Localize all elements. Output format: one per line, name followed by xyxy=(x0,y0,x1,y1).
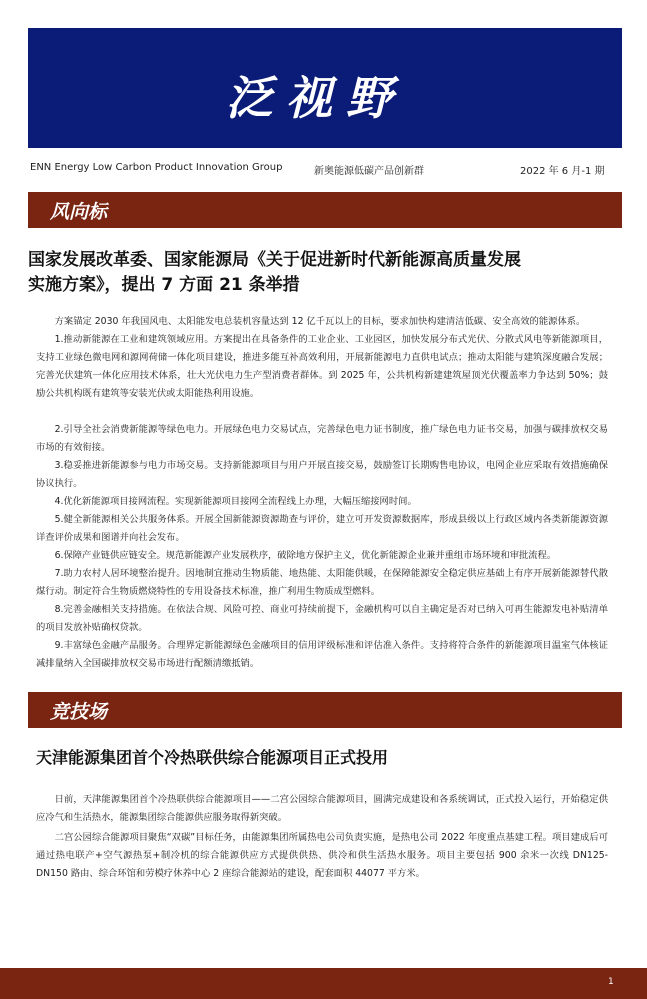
page-number: 1 xyxy=(608,977,614,987)
paragraph: 2.引导全社会消费新能源等绿色电力。开展绿色电力交易试点，完善绿色电力证书制度，推广绿色电力证书交易，加强与碳排放权交易市场的有效衔接。 xyxy=(36,424,608,453)
section-bar-fengxiangbiao xyxy=(28,192,622,228)
group-name-cn: 新奥能源低碳产品创新群 xyxy=(314,166,424,177)
paragraph: 3.稳妥推进新能源参与电力市场交易。支持新能源项目与用户开展直接交易，鼓励签订长期购售电协议，电网企业应采取有效措施确保协议执行。 xyxy=(36,460,608,489)
group-name-en: ENN Energy Low Carbon Product Innovation Group xyxy=(30,162,283,173)
footer-bar xyxy=(0,968,647,999)
paragraph: 4.优化新能源项目接网流程。实现新能源项目接网全流程线上办理，大幅压缩接网时间。 xyxy=(54,496,417,507)
masthead-title: 泛视野 xyxy=(226,71,406,125)
paragraph: 8.完善金融相关支持措施。在依法合规、风险可控、商业可持续前提下，金融机构可以自主确定是否对已纳入可再生能源发电补贴清单的项目发放补贴确权贷款。 xyxy=(36,604,608,633)
paragraph: 二宫公园综合能源项目聚焦“双碳”目标任务，由能源集团所属热电公司负责实施，是热电公司 2022 年度重点基建工程。项目建成后可通过热电联产+空气源热泵+制冷机的综合能源供应方式提供供热、供冷和供生活热水服务。项目主要包括 900 余米一次线 DN125-DN150 路由、综合环馆和劳模疗休养中心 2 座综合能源站的建设，配套面积 44077 平方米。 xyxy=(36,832,608,879)
section-label: 风向标 xyxy=(50,201,108,223)
issue-label: 2022 年 6 月-1 期 xyxy=(520,166,605,177)
paragraph: 日前，天津能源集团首个冷热联供综合能源项目——二宫公园综合能源项目，圆满完成建设和各系统调试，正式投入运行，开始稳定供应冷气和生活热水，能源集团综合能源供应服务取得新突破。 xyxy=(36,794,608,823)
section-label: 竞技场 xyxy=(50,701,108,723)
article-title-line: 国家发展改革委、国家能源局《关于促进新时代新能源高质量发展 xyxy=(28,250,521,270)
masthead-banner xyxy=(28,28,622,148)
paragraph: 1.推动新能源在工业和建筑领域应用。方案提出在具备条件的工业企业、工业园区，加快发展分布式光伏、分散式风电等新能源项目，支持工业绿色微电网和源网荷储一体化项目建设，推进多能互补高效利用，开展新能源电力直供电试点；推动太阳能与建筑深度融合发展；完善光伏建筑一体化应用技术体系，壮大光伏电力生产型消费者群体。到 2025 年，公共机构新建建筑屋顶光伏覆盖率力争达到 50%；鼓励公共机构既有建筑等安装光伏或太阳能热利用设施。 xyxy=(36,334,608,399)
article-title-line: 实施方案》，提出 7 方面 21 条举措 xyxy=(28,275,300,295)
article-title-tianjin: 天津能源集团首个冷热联供综合能源项目正式投用 xyxy=(36,748,389,767)
paragraph: 方案锚定 2030 年我国风电、太阳能发电总装机容量达到 12 亿千瓦以上的目标，要求加快构建清洁低碳、安全高效的能源体系。 xyxy=(54,316,586,327)
section-bar-jingjichang xyxy=(28,692,622,728)
paragraph: 6.保障产业链供应链安全。规范新能源产业发展秩序，破除地方保护主义，优化新能源企业兼并重组市场环境和审批流程。 xyxy=(54,550,557,561)
paragraph: 9.丰富绿色金融产品服务。合理界定新能源绿色金融项目的信用评级标准和评估准入条件。支持将符合条件的新能源项目温室气体核证减排量纳入全国碳排放权交易市场进行配额清缴抵销。 xyxy=(36,640,608,669)
paragraph: 5.健全新能源相关公共服务体系。开展全国新能源资源勘查与评价，建立可开发资源数据库，形成县级以上行政区域内各类新能源资源详查评价成果和图谱并向社会发布。 xyxy=(36,514,608,543)
article-title-policy xyxy=(28,248,618,298)
paragraph: 7.助力农村人居环境整治提升。因地制宜推动生物质能、地热能、太阳能供暖，在保障能源安全稳定供应基础上有序开展新能源替代散煤行动。制定符合生物质燃烧特性的专用设备技术标准，推广利用生物质成型燃料。 xyxy=(36,568,608,597)
